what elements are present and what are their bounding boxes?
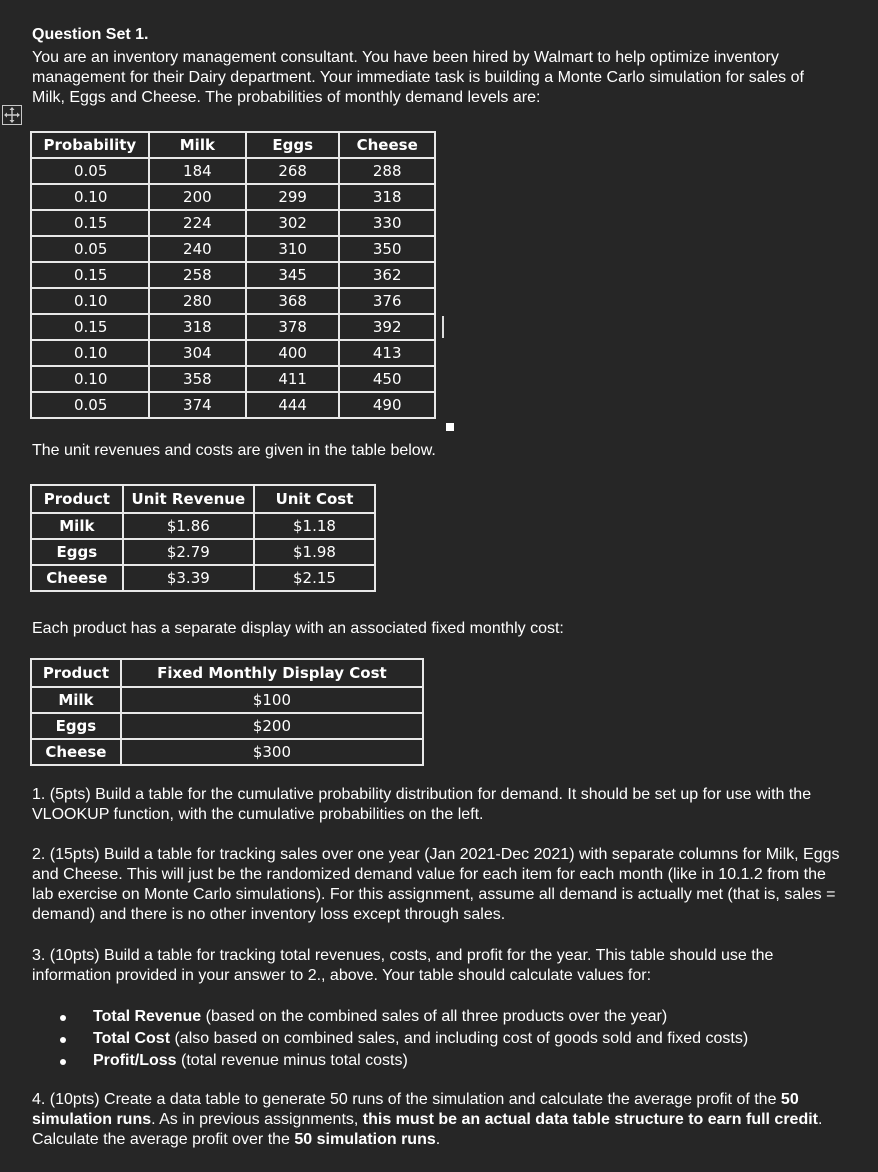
bullet-term: Total Revenue (93, 1008, 202, 1025)
bullet-icon (60, 1015, 66, 1021)
cheese-cell: 330 (339, 210, 435, 236)
table-row (31, 262, 435, 288)
bullet-term: Total Cost (93, 1030, 171, 1047)
q4-text: 4. (10pts) Create a data table to generate 50 runs of the simulation and calculate the average profit of the (32, 1091, 781, 1108)
eggs-cell: 378 (246, 314, 339, 340)
table-move-handle-icon[interactable] (2, 105, 22, 125)
question-3: 3. (10pts) Build a table for tracking total revenues, costs, and profit for the year. This table should use the information provided in your answer to 2., above. Your table should calculate values for: (32, 947, 774, 984)
probability-cell: 0.05 (31, 236, 149, 262)
header-fixed-cost: Fixed Monthly Display Cost (121, 659, 423, 687)
table-header-row (31, 485, 375, 513)
eggs-cell: 400 (246, 340, 339, 366)
cheese-cell: 376 (339, 288, 435, 314)
demand-probability-table (30, 131, 436, 419)
fixed-cost-cell: $100 (121, 687, 423, 713)
revenue-intro: The unit revenues and costs are given in the table below. (32, 442, 436, 459)
cheese-cell: 362 (339, 262, 435, 288)
product-cell: Milk (31, 687, 121, 713)
question-2: 2. (15pts) Build a table for tracking sales over one year (Jan 2021-Dec 2021) with separate columns for Milk, Eggs and Cheese. This will just be the randomized demand value for each item for each month (like in 10.1.2 from the lab exercise on Monte Carlo simulations). For this assignment, assume all demand is actually met (that is, sales = demand) and there is no other inventory loss except through sales. (32, 846, 840, 923)
eggs-cell: 368 (246, 288, 339, 314)
unit-revenue-cost-table (30, 484, 376, 592)
eggs-cell: 299 (246, 184, 339, 210)
unit-revenue-cell: $3.39 (123, 565, 254, 591)
table-row (31, 210, 435, 236)
table-row (31, 288, 435, 314)
unit-revenue-cell: $1.86 (123, 513, 254, 539)
cheese-cell: 350 (339, 236, 435, 262)
milk-cell: 200 (149, 184, 246, 210)
eggs-cell: 411 (246, 366, 339, 392)
cheese-cell: 490 (339, 392, 435, 418)
product-cell: Cheese (31, 739, 121, 765)
milk-cell: 240 (149, 236, 246, 262)
table-row (31, 184, 435, 210)
fixed-cost-cell: $200 (121, 713, 423, 739)
q4-bold: 50 simulation runs (32, 1091, 799, 1128)
q4-text: . Calculate the average profit over the (32, 1111, 823, 1148)
header-product: Product (31, 659, 121, 687)
q4-bold: this must be an actual data table structure to earn full credit (362, 1111, 818, 1128)
table-row (31, 236, 435, 262)
product-cell: Eggs (31, 713, 121, 739)
question-3-bullet-list (60, 1006, 748, 1072)
eggs-cell: 302 (246, 210, 339, 236)
eggs-cell: 444 (246, 392, 339, 418)
bullet-text: (also based on combined sales, and including cost of goods sold and fixed costs) (170, 1030, 749, 1047)
table-row (31, 314, 435, 340)
header-eggs: Eggs (246, 132, 339, 158)
intro-paragraph: You are an inventory management consultant. You have been hired by Walmart to help optimize inventory management for their Dairy department. Your immediate task is building a Monte Carlo simulation for sales of Milk, Eggs and Cheese. The probabilities of monthly demand levels are: (32, 49, 804, 106)
probability-cell: 0.10 (31, 340, 149, 366)
unit-cost-cell: $1.98 (254, 539, 375, 565)
eggs-cell: 345 (246, 262, 339, 288)
unit-revenue-cell: $2.79 (123, 539, 254, 565)
list-item (60, 1028, 748, 1050)
bullet-term: Profit/Loss (93, 1052, 177, 1069)
cheese-cell: 392 (339, 314, 435, 340)
product-cell: Cheese (31, 565, 123, 591)
eggs-cell: 268 (246, 158, 339, 184)
q4-text: . As in previous assignments, (151, 1111, 363, 1128)
bullet-text: (total revenue minus total costs) (176, 1052, 408, 1069)
table-row (31, 687, 423, 713)
bullet-icon (60, 1037, 66, 1043)
milk-cell: 224 (149, 210, 246, 236)
fixed-cost-cell: $300 (121, 739, 423, 765)
table-row (31, 366, 435, 392)
milk-cell: 358 (149, 366, 246, 392)
table-row (31, 158, 435, 184)
unit-cost-cell: $1.18 (254, 513, 375, 539)
bullet-text: (based on the combined sales of all three products over the year) (201, 1008, 668, 1025)
text-cursor (442, 316, 444, 338)
table-row (31, 392, 435, 418)
header-unit-cost: Unit Cost (254, 485, 375, 513)
header-unit-revenue: Unit Revenue (123, 485, 254, 513)
product-cell: Milk (31, 513, 123, 539)
cheese-cell: 413 (339, 340, 435, 366)
bullet-icon (60, 1059, 66, 1065)
table-header-row (31, 132, 435, 158)
unit-cost-cell: $2.15 (254, 565, 375, 591)
question-1: 1. (5pts) Build a table for the cumulative probability distribution for demand. It should be set up for use with the VLOOKUP function, with the cumulative probabilities on the left. (32, 786, 812, 823)
probability-cell: 0.15 (31, 210, 149, 236)
milk-cell: 304 (149, 340, 246, 366)
q4-text: . (435, 1131, 441, 1148)
table-header-row (31, 659, 423, 687)
table-row (31, 340, 435, 366)
probability-cell: 0.15 (31, 262, 149, 288)
list-item (60, 1006, 748, 1028)
fixed-display-cost-table (30, 658, 424, 766)
q4-bold: 50 simulation runs (294, 1131, 436, 1148)
probability-cell: 0.10 (31, 184, 149, 210)
probability-cell: 0.05 (31, 392, 149, 418)
milk-cell: 184 (149, 158, 246, 184)
header-product: Product (31, 485, 123, 513)
header-probability: Probability (31, 132, 149, 158)
milk-cell: 318 (149, 314, 246, 340)
eggs-cell: 310 (246, 236, 339, 262)
milk-cell: 374 (149, 392, 246, 418)
milk-cell: 280 (149, 288, 246, 314)
table-row (31, 565, 375, 591)
cheese-cell: 318 (339, 184, 435, 210)
table-row (31, 513, 375, 539)
header-milk: Milk (149, 132, 246, 158)
cheese-cell: 450 (339, 366, 435, 392)
probability-cell: 0.10 (31, 366, 149, 392)
list-item (60, 1050, 748, 1072)
question-set-heading: Question Set 1. (32, 26, 149, 43)
header-cheese: Cheese (339, 132, 435, 158)
table-row (31, 739, 423, 765)
table-resize-handle[interactable] (446, 423, 454, 431)
product-cell: Eggs (31, 539, 123, 565)
probability-cell: 0.15 (31, 314, 149, 340)
table-row (31, 713, 423, 739)
milk-cell: 258 (149, 262, 246, 288)
probability-cell: 0.05 (31, 158, 149, 184)
table-row (31, 539, 375, 565)
question-4 (32, 1090, 847, 1150)
cheese-cell: 288 (339, 158, 435, 184)
probability-cell: 0.10 (31, 288, 149, 314)
display-cost-intro: Each product has a separate display with an associated fixed monthly cost: (32, 620, 564, 637)
